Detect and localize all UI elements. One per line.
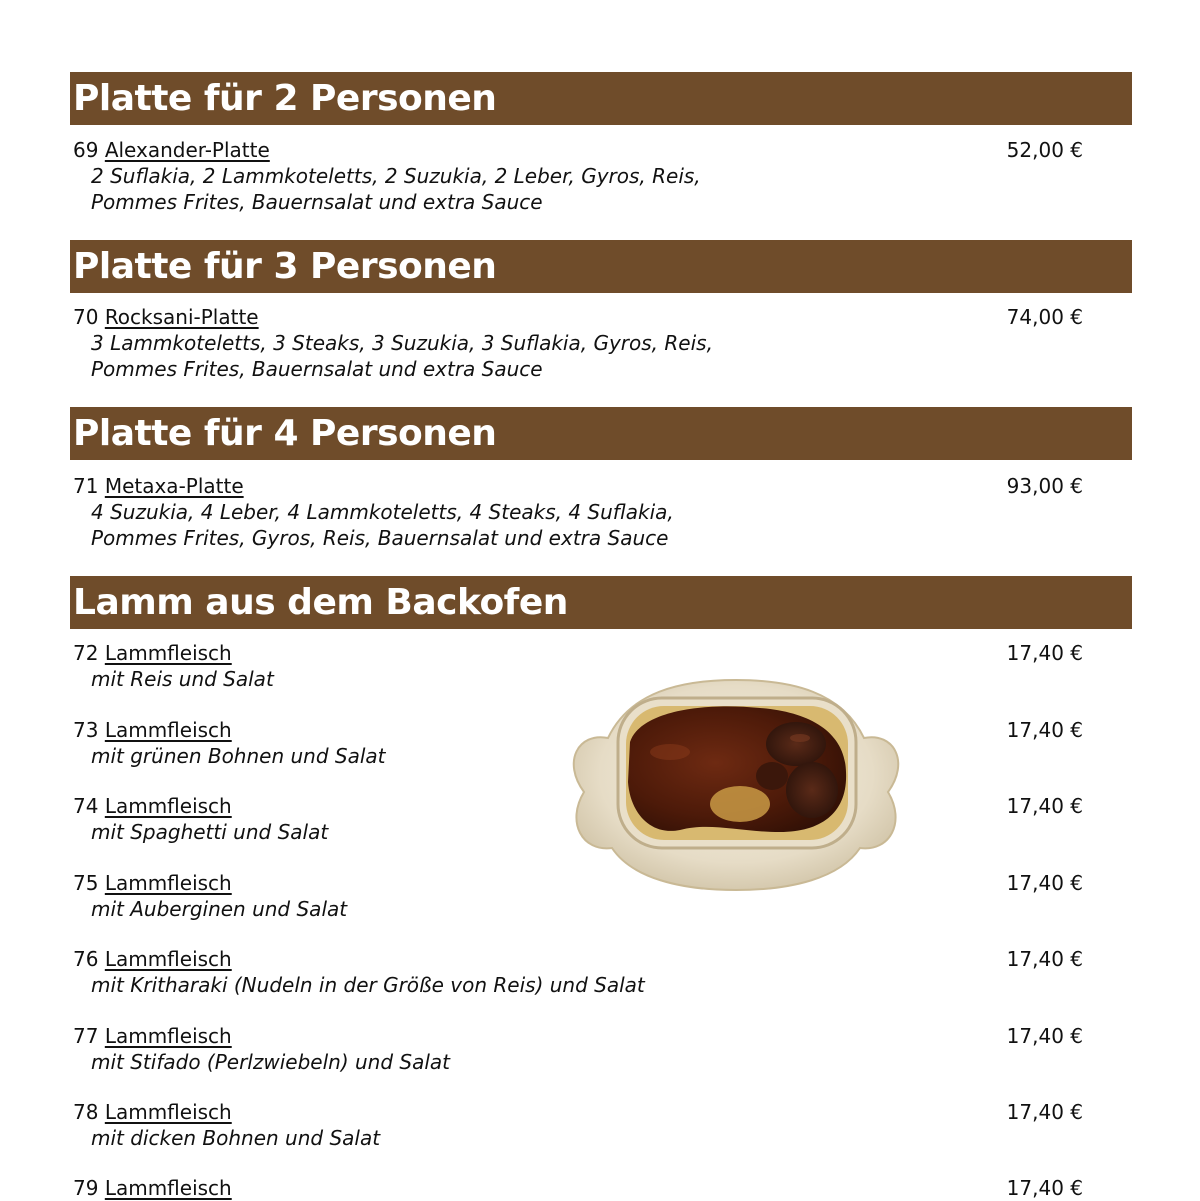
menu-item — [73, 1023, 1083, 1075]
item-number: 78 — [73, 1100, 99, 1124]
item-description: mit Kritharaki (Nudeln in der Größe von Reis) und Salat — [91, 973, 645, 997]
section-header — [70, 240, 1132, 293]
section-header — [70, 407, 1132, 460]
item-name[interactable]: Lammfleisch — [104, 947, 232, 971]
item-name[interactable]: Lammfleisch — [104, 1024, 232, 1048]
item-price: 52,00 € — [1006, 138, 1083, 162]
item-number: 74 — [73, 794, 99, 818]
section-title: Platte für 3 Personen — [70, 240, 1132, 293]
item-number: 76 — [73, 947, 99, 971]
item-price: 74,00 € — [1006, 305, 1083, 329]
item-description: mit Reis und Salat — [91, 667, 274, 691]
item-price: 17,40 € — [1006, 947, 1083, 971]
item-number: 75 — [73, 871, 99, 895]
item-number: 77 — [73, 1024, 99, 1048]
item-name[interactable]: Rocksani-Platte — [104, 305, 259, 329]
item-name[interactable]: Lammfleisch — [104, 794, 232, 818]
item-number: 73 — [73, 718, 99, 742]
item-name[interactable]: Lammfleisch — [104, 871, 232, 895]
item-price: 17,40 € — [1006, 1024, 1083, 1048]
item-description: mit Stifado (Perlzwiebeln) und Salat — [91, 1050, 450, 1074]
item-price: 17,40 € — [1006, 718, 1083, 742]
menu-item — [73, 946, 1083, 998]
item-number: 69 — [73, 138, 99, 162]
section-title: Lamm aus dem Backofen — [70, 576, 1132, 629]
menu-item — [73, 1099, 1083, 1151]
menu-item — [73, 473, 1083, 551]
lamb-dish-photo — [560, 672, 912, 896]
item-description: Pommes Frites, Bauernsalat und extra Sauce — [91, 190, 543, 214]
section-title: Platte für 2 Personen — [70, 72, 1132, 125]
item-description: 4 Suzukia, 4 Leber, 4 Lammkoteletts, 4 Steaks, 4 Suflakia, — [91, 500, 674, 524]
item-price: 17,40 € — [1006, 794, 1083, 818]
section-header — [70, 576, 1132, 629]
item-price: 17,40 € — [1006, 641, 1083, 665]
item-description: 3 Lammkoteletts, 3 Steaks, 3 Suzukia, 3 Suflakia, Gyros, Reis, — [91, 331, 713, 355]
item-name[interactable]: Lammfleisch — [104, 641, 232, 665]
item-description: Pommes Frites, Bauernsalat und extra Sauce — [91, 357, 543, 381]
item-name[interactable]: Metaxa-Platte — [104, 474, 244, 498]
item-description: 2 Suflakia, 2 Lammkoteletts, 2 Suzukia, 2 Leber, Gyros, Reis, — [91, 164, 701, 188]
section-title: Platte für 4 Personen — [70, 407, 1132, 460]
menu-item — [73, 304, 1083, 382]
item-description: mit Spaghetti und Salat — [91, 820, 329, 844]
menu-item — [73, 1175, 1083, 1201]
item-number: 71 — [73, 474, 99, 498]
item-price: 17,40 € — [1006, 1100, 1083, 1124]
item-description: mit dicken Bohnen und Salat — [91, 1126, 381, 1150]
item-number: 72 — [73, 641, 99, 665]
item-description: Pommes Frites, Gyros, Reis, Bauernsalat und extra Sauce — [91, 526, 669, 550]
item-name[interactable]: Lammfleisch — [104, 718, 232, 742]
item-number: 70 — [73, 305, 99, 329]
item-price: 93,00 € — [1006, 474, 1083, 498]
item-price: 17,40 € — [1006, 1176, 1083, 1200]
item-price: 17,40 € — [1006, 871, 1083, 895]
item-number: 79 — [73, 1176, 99, 1200]
item-name[interactable]: Alexander-Platte — [104, 138, 270, 162]
item-description: mit Auberginen und Salat — [91, 897, 348, 921]
item-description: mit grünen Bohnen und Salat — [91, 744, 386, 768]
menu-item — [73, 137, 1083, 215]
section-header — [70, 72, 1132, 125]
item-name[interactable]: Lammfleisch — [104, 1176, 232, 1200]
item-name[interactable]: Lammfleisch — [104, 1100, 232, 1124]
